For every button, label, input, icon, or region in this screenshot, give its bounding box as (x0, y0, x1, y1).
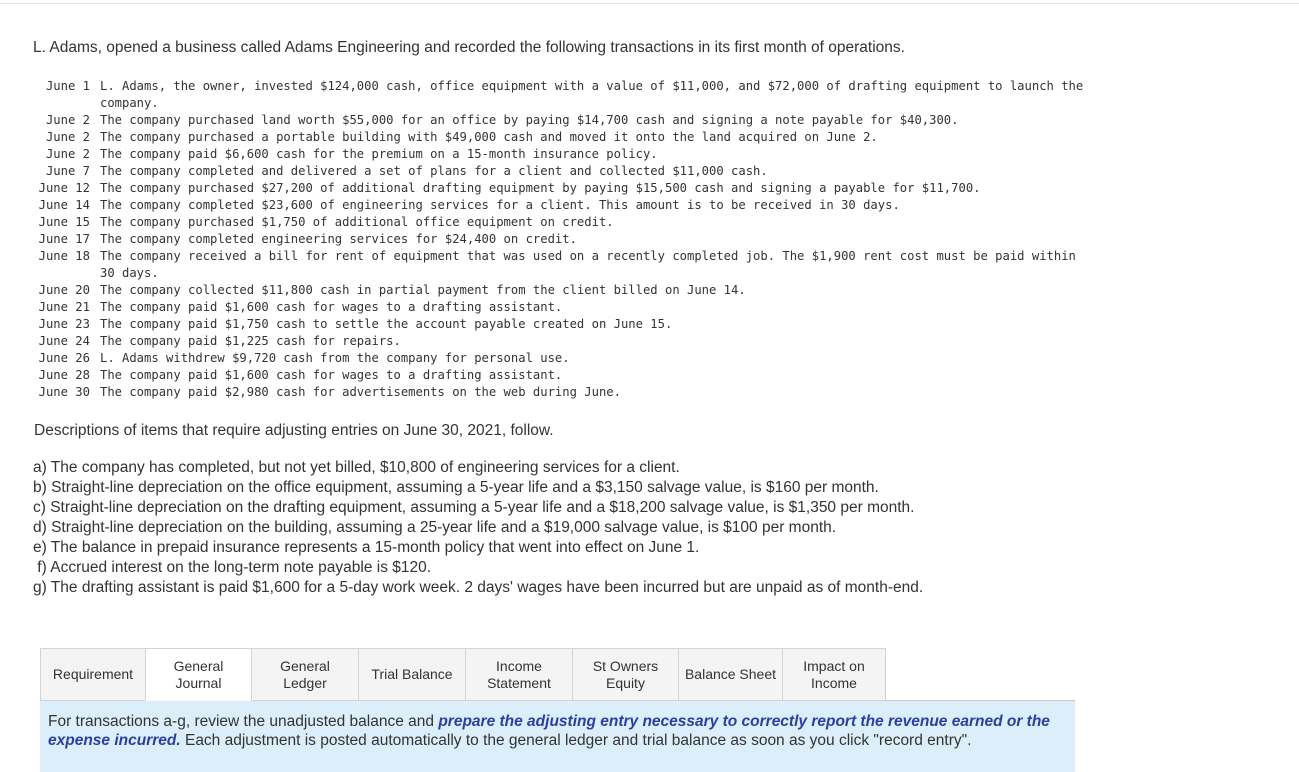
transaction-date: June 2 (45, 113, 90, 127)
transaction-text: L. Adams, the owner, invested $124,000 cash, office equipment with a value of $11,000, and $72,000 of drafting equipment to launch the company. (100, 79, 1084, 110)
instruction-prefix: For transactions a-g, review the unadjusted balance and (48, 713, 439, 730)
tab-requirement[interactable] (40, 648, 145, 701)
tab-st-owners-equity[interactable] (572, 648, 678, 701)
adjustment-item: e) The balance in prepaid insurance represents a 15-month policy that went into effect on June 1. (33, 539, 700, 556)
transaction-text: The company purchased land worth $55,000 for an office by paying $14,700 cash and signing a note payable for $40,300. (100, 113, 959, 127)
tab-general-ledger[interactable] (251, 648, 358, 701)
transaction-row (28, 316, 1100, 333)
transaction-row (28, 384, 1100, 401)
tab-trial-balance[interactable] (358, 648, 465, 701)
transaction-date: June 24 (38, 334, 90, 348)
transaction-date: June 17 (38, 232, 90, 246)
adjustment-list (33, 458, 923, 598)
transaction-date: June 21 (38, 300, 90, 314)
tab-label: General (280, 657, 330, 674)
tab-label: St Owners (592, 657, 659, 674)
transaction-row (28, 333, 1100, 350)
transaction-date: June 20 (38, 283, 90, 297)
transaction-row (28, 282, 1100, 299)
tab-label: Income (496, 657, 542, 674)
transaction-row (28, 299, 1100, 316)
adjustments-heading: Descriptions of items that require adjusting entries on June 30, 2021, follow. (34, 422, 554, 439)
transaction-text: The company completed engineering services for $24,400 on credit. (100, 232, 577, 246)
transaction-date: June 23 (38, 317, 90, 331)
transaction-date: June 2 (45, 130, 90, 144)
adjustment-item: b) Straight-line depreciation on the office equipment, assuming a 5-year life and a $3,150 salvage value, is $160 per month. (33, 479, 879, 496)
transaction-date: June 14 (38, 198, 90, 212)
transaction-row (28, 197, 1100, 214)
transaction-date: June 2 (45, 147, 90, 161)
transaction-text: L. Adams withdrew $9,720 cash from the company for personal use. (100, 351, 570, 365)
transaction-text: The company purchased $27,200 of additional drafting equipment by paying $15,500 cash and signing a payable for $11,700. (100, 181, 981, 195)
problem-intro: L. Adams, opened a business called Adams Engineering and recorded the following transactions in its first month of operations. (33, 39, 905, 56)
transaction-text: The company completed and delivered a set of plans for a client and collected $11,000 cash. (100, 164, 768, 178)
tab-label: Ledger (283, 674, 327, 691)
adjustment-item: a) The company has completed, but not yet billed, $10,800 of engineering services for a client. (33, 459, 680, 476)
tab-label-group (174, 658, 224, 692)
transaction-text: The company purchased a portable building with $49,000 cash and moved it onto the land acquired on June 2. (100, 130, 878, 144)
tab-label: Journal (175, 674, 222, 691)
tab-label: Impact on (803, 657, 865, 674)
transaction-text: The company purchased $1,750 of additional office equipment on credit. (100, 215, 614, 229)
transaction-row (28, 78, 1100, 112)
transaction-row (28, 129, 1100, 146)
transaction-text: The company paid $1,750 cash to settle the account payable created on June 15. (100, 317, 673, 331)
transaction-text: The company completed $23,600 of engineering services for a client. This amount is to be received in 30 days. (100, 198, 900, 212)
transaction-date: June 15 (38, 215, 90, 229)
transaction-row (28, 214, 1100, 231)
transaction-date: June 18 (38, 249, 90, 263)
transaction-row (28, 231, 1100, 248)
transaction-row (28, 180, 1100, 197)
transaction-text: The company received a bill for rent of equipment that was used on a recently completed job. The $1,900 rent cost must be paid within 30 days. (100, 249, 1076, 280)
transaction-list (28, 78, 1100, 401)
tab-label: Trial Balance (371, 666, 453, 682)
tab-balance-sheet[interactable] (678, 648, 782, 701)
tab-general-journal[interactable] (145, 648, 251, 701)
transaction-row (28, 163, 1100, 180)
tab-label-group (803, 658, 864, 692)
instruction-suffix: Each adjustment is posted automatically to the general ledger and trial balance as soon as you click "record entry". (180, 732, 972, 749)
tab-label: Statement (487, 674, 551, 691)
tab-label-group (593, 658, 658, 692)
transaction-date: June 30 (38, 385, 90, 399)
transaction-text: The company paid $1,600 cash for wages to a drafting assistant. (100, 368, 563, 382)
adjustment-item: d) Straight-line depreciation on the building, assuming a 25-year life and a $19,000 salvage value, is $100 per month. (33, 519, 837, 536)
tab-label: Requirement (52, 666, 134, 682)
transaction-row (28, 248, 1100, 282)
transaction-row (28, 350, 1100, 367)
adjustment-item: f) Accrued interest on the long-term note payable is $120. (33, 559, 432, 576)
adjustment-item: c) Straight-line depreciation on the drafting equipment, assuming a 5-year life and a $18,200 salvage value, is $1,350 per month. (33, 499, 915, 516)
adjustment-item: g) The drafting assistant is paid $1,600 for a 5-day work week. 2 days' wages have been incurred but are unpaid as of month-end. (33, 579, 924, 596)
transaction-date: June 28 (38, 368, 90, 382)
transaction-date: June 1 (45, 79, 90, 93)
transaction-row (28, 112, 1100, 129)
transaction-date: June 26 (38, 351, 90, 365)
transaction-date: June 7 (45, 164, 90, 178)
transaction-date: June 12 (38, 181, 90, 195)
transaction-text: The company paid $1,225 cash for repairs. (100, 334, 401, 348)
top-divider (0, 3, 1299, 4)
instruction-emphasis: prepare the adjusting entry necessary to correctly report the revenue earned or the expense incurred. (48, 713, 1050, 749)
tab-label-group (487, 658, 551, 692)
transaction-text: The company paid $6,600 cash for the premium on a 15-month insurance policy. (100, 147, 658, 161)
tab-label: Income (811, 674, 857, 691)
tab-income-statement[interactable] (465, 648, 572, 701)
tab-label: General (173, 657, 224, 674)
instruction-box (40, 701, 1075, 772)
tab-label: Equity (606, 674, 645, 691)
transaction-text: The company paid $1,600 cash for wages to a drafting assistant. (100, 300, 563, 314)
tab-label-group (280, 658, 330, 692)
transaction-row (28, 146, 1100, 163)
transaction-row (28, 367, 1100, 384)
tab-impact-on-income[interactable] (782, 648, 886, 701)
tab-label: Balance Sheet (684, 666, 777, 682)
transaction-text: The company collected $11,800 cash in partial payment from the client billed on June 14. (100, 283, 746, 297)
tab-bar (40, 648, 886, 701)
transaction-text: The company paid $2,980 cash for advertisements on the web during June. (100, 385, 621, 399)
